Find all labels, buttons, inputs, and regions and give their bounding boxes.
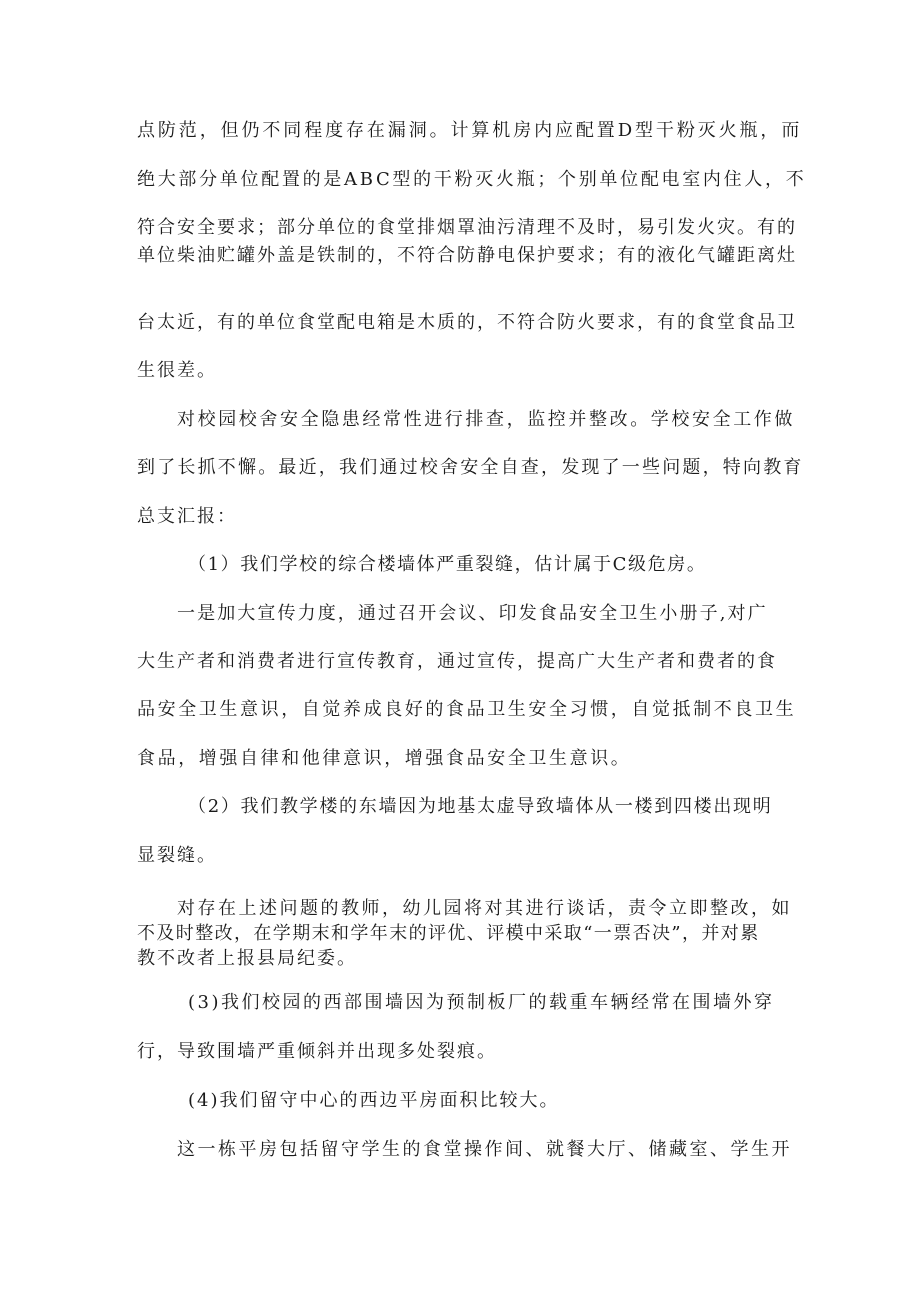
paragraph-9-line-1: 这一栋平房包括留守学生的食堂操作间、就餐大厅、储藏室、学生开 (177, 1139, 792, 1160)
paragraph-5-line-1: （2）我们教学楼的东墙因为地基太虚导致墙体从一楼到四楼出现明 (188, 796, 773, 817)
paragraph-1-line-2: 绝大部分单位配置的是ABC型的干粉灭火瓶；个别单位配电室内住人，不 (137, 169, 807, 190)
paragraph-6-line-1: 对存在上述问题的教师，幼儿园将对其进行谈话，责令立即整改，如 (177, 898, 792, 919)
paragraph-3-line-1: （1）我们学校的综合楼墙体严重裂缝，估计属于C级危房。 (188, 554, 707, 575)
paragraph-4-line-1: 一是加大宣传力度，通过召开会议、印发食品安全卫生小册子,对广 (177, 603, 768, 624)
paragraph-2-line-2: 到了长抓不懈。最近，我们通过校舍安全自查，发现了一些问题，特向教育 (137, 457, 804, 478)
paragraph-7-line-2: 行，导致围墙严重倾斜并出现多处裂痕。 (137, 1041, 497, 1062)
paragraph-4-line-3: 品安全卫生意识，自觉养成良好的食品卫生安全习惯，自觉抵制不良卫生 (137, 699, 797, 720)
paragraph-2-line-3: 总支汇报： (137, 506, 237, 527)
paragraph-1-line-6: 生很差。 (137, 360, 217, 381)
paragraph-8-line-1: (4)我们留守中心的西边平房面积比较大。 (188, 1090, 560, 1111)
paragraph-4-line-2: 大生产者和消费者进行宣传教育，通过宣传，提高广大生产者和费者的食 (137, 651, 777, 672)
paragraph-1-line-1: 点防范，但仍不同程度存在漏洞。计算机房内应配置D型干粉灭火瓶，而 (137, 120, 803, 141)
paragraph-2-line-1: 对校园校舍安全隐患经常性进行排查，监控并整改。学校安全工作做 (177, 409, 795, 430)
paragraph-5-line-2: 显裂缝。 (137, 845, 217, 866)
paragraph-6-line-3: 教不改者上报县局纪委。 (137, 948, 357, 969)
paragraph-1-line-5: 台太近，有的单位食堂配电箱是木质的，不符合防火要求，有的食堂食品卫 (137, 312, 797, 333)
paragraph-7-line-1: (3)我们校园的西部围墙因为预制板厂的载重车辆经常在围墙外穿 (188, 992, 775, 1013)
paragraph-1-line-3: 符合安全要求；部分单位的食堂排烟罩油污清理不及时，易引发火灾。有的 (137, 217, 797, 238)
paragraph-6-line-2: 不及时整改，在学期末和学年末的评优、评模中采取“一票否决”，并对累 (137, 923, 760, 944)
paragraph-4-line-4: 食品，增强自律和他律意识，增强食品安全卫生意识。 (137, 748, 632, 769)
paragraph-1-line-4: 单位柴油贮罐外盖是铁制的，不符合防静电保护要求；有的液化气罐距离灶 (137, 245, 797, 266)
